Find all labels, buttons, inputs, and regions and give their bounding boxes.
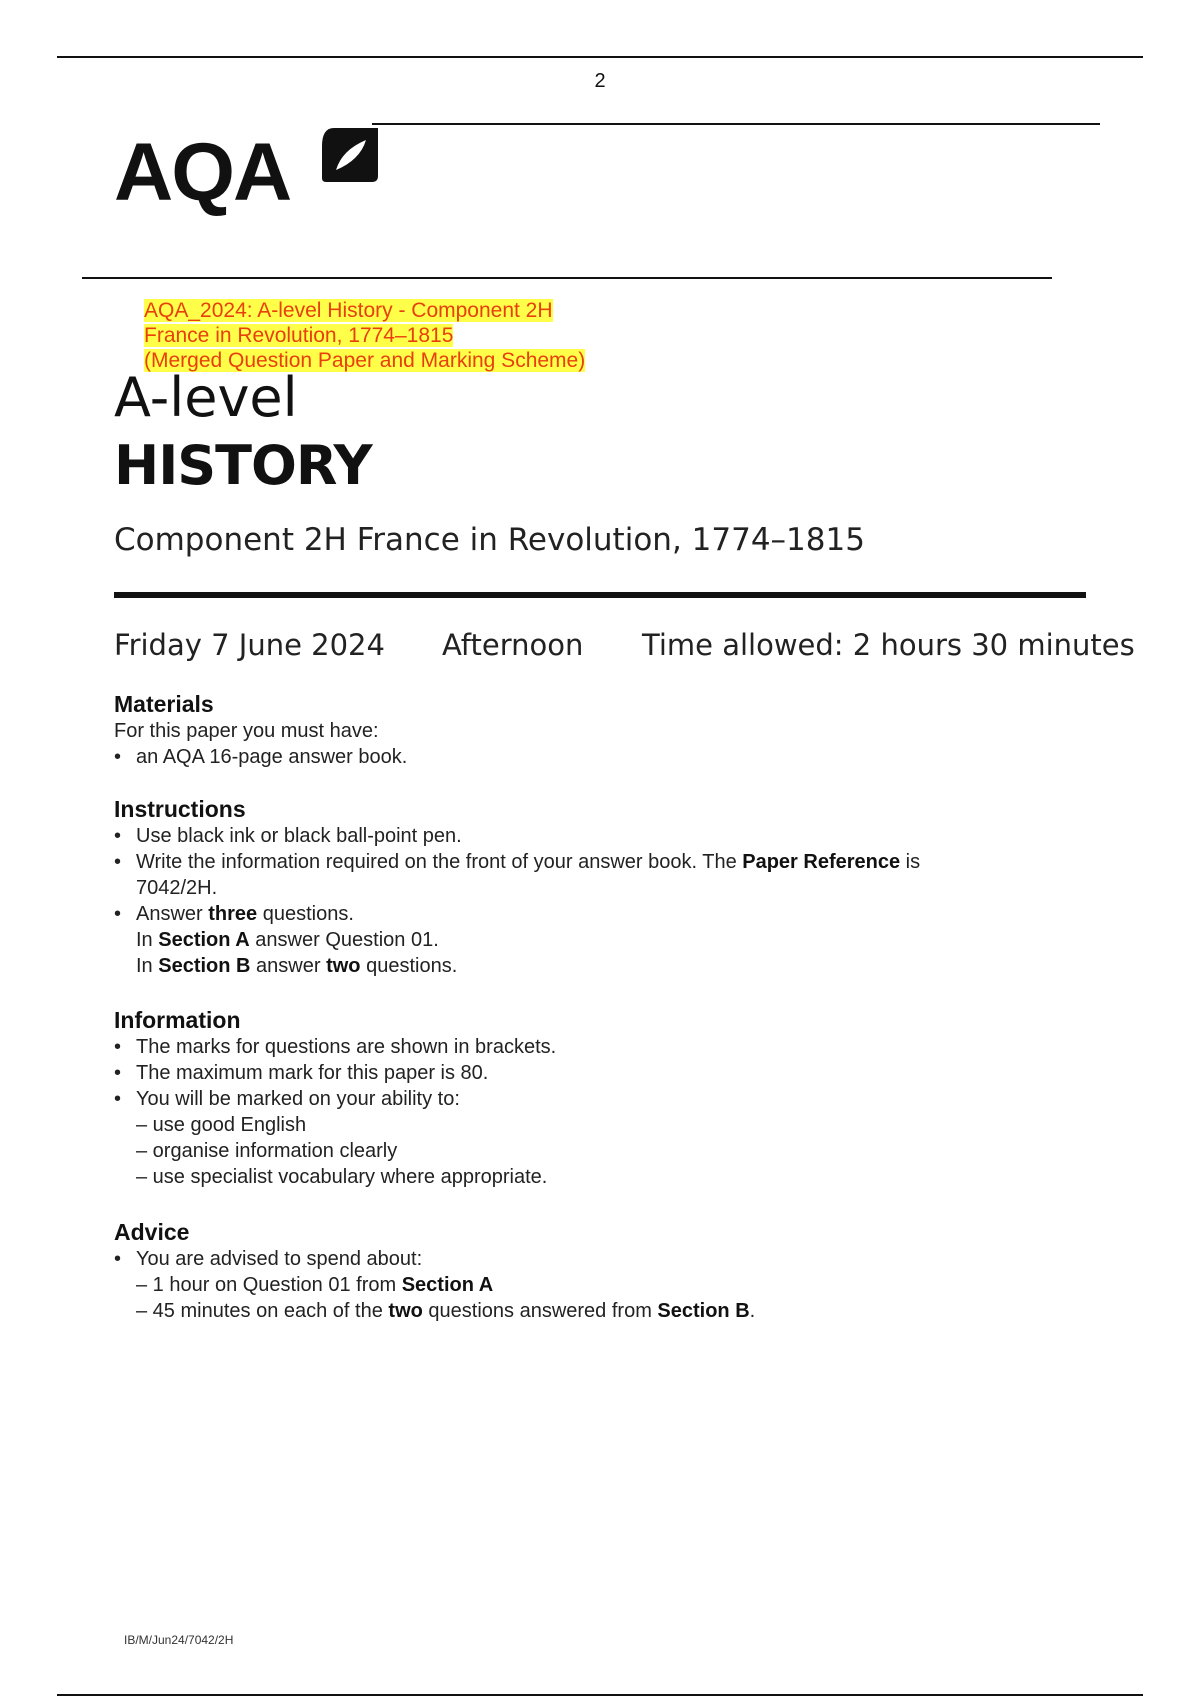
instruction-subline: In Section A answer Question 01.: [136, 929, 439, 951]
information-subitem: – organise information clearly: [136, 1140, 398, 1162]
instructions-section: [114, 795, 1094, 979]
materials-intro: For this paper you must have:: [114, 720, 379, 742]
advice-heading: Advice: [114, 1219, 190, 1245]
advice-section: [114, 1218, 1094, 1324]
exam-session: Afternoon: [442, 628, 584, 662]
subject-title: HISTORY: [114, 434, 372, 497]
materials-section: [114, 690, 1094, 770]
information-subitem: – use specialist vocabulary where appropriate.: [136, 1166, 548, 1188]
exam-date: Friday 7 June 2024: [114, 628, 385, 662]
banner-line-2: France in Revolution, 1774–1815: [144, 324, 454, 347]
materials-heading: Materials: [114, 691, 214, 717]
component-title: Component 2H France in Revolution, 1774–1815: [114, 522, 865, 558]
instruction-item: • Use black ink or black ball-point pen.: [114, 823, 1094, 849]
aqa-logo: [114, 120, 384, 220]
information-section: [114, 1006, 1094, 1190]
information-item: • The maximum mark for this paper is 80.: [114, 1060, 1094, 1086]
paper-reference-code: IB/M/Jun24/7042/2H: [124, 1633, 234, 1647]
qualification-level: A-level: [114, 366, 298, 429]
information-item: • You will be marked on your ability to:: [114, 1086, 1094, 1112]
instruction-item: • Answer three questions.: [114, 901, 1094, 927]
header-rule: [82, 277, 1052, 279]
logo-text: AQA: [114, 127, 291, 218]
instruction-subline: In Section B answer two questions.: [136, 955, 458, 977]
instructions-heading: Instructions: [114, 796, 246, 822]
materials-item: • an AQA 16-page answer book.: [114, 744, 1094, 770]
page-number: 2: [594, 70, 606, 92]
time-allowed: Time allowed: 2 hours 30 minutes: [642, 628, 1135, 662]
instruction-item-continued: 7042/2H.: [136, 877, 218, 899]
information-subitem: – use good English: [136, 1114, 307, 1136]
advice-subitem: – 45 minutes on each of the two questions answered from Section B.: [136, 1300, 756, 1322]
aqa-leaf-icon: [320, 124, 380, 184]
advice-item: • You are advised to spend about:: [114, 1246, 1094, 1272]
top-rule: [57, 56, 1143, 58]
instruction-item: • Write the information required on the front of your answer book. The Paper Reference is: [114, 849, 1094, 875]
bottom-rule: [57, 1694, 1143, 1696]
advice-subitem: – 1 hour on Question 01 from Section A: [136, 1274, 494, 1296]
information-heading: Information: [114, 1007, 241, 1033]
title-rule: [114, 592, 1086, 598]
banner-line-1: AQA_2024: A-level History - Component 2H: [144, 299, 553, 322]
information-item: • The marks for questions are shown in brackets.: [114, 1034, 1094, 1060]
logo-rule: [372, 123, 1100, 125]
merged-paper-banner: [144, 298, 585, 373]
banner-line-3: (Merged Question Paper and Marking Scheme): [144, 349, 586, 372]
